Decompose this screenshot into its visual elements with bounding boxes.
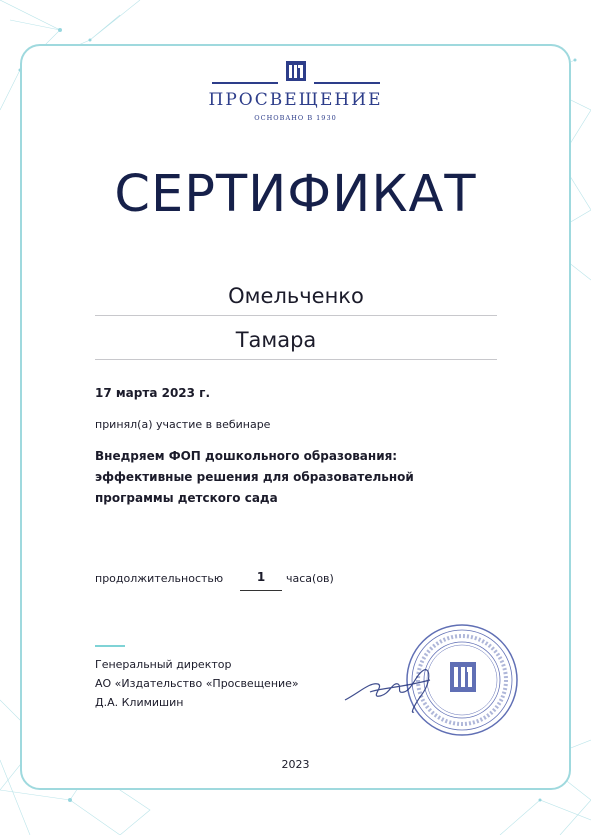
- duration-value: 1: [256, 570, 266, 584]
- logo-name: ПРОСВЕЩЕНИЕ: [208, 90, 383, 110]
- prosveshchenie-logo-icon: [285, 60, 307, 82]
- signatory-name: Д.А. Климишин: [95, 696, 184, 709]
- signatory-organization: АО «Издательство «Просвещение»: [95, 677, 299, 690]
- certificate-title: СЕРТИФИКАТ: [114, 165, 477, 224]
- duration-unit: часа(ов): [286, 572, 334, 585]
- name-underline: [95, 359, 497, 360]
- logo-subtitle: ОСНОВАНО В 1930: [254, 114, 337, 122]
- participation-text: принял(а) участие в вебинаре: [95, 418, 271, 431]
- handwritten-signature: [340, 652, 450, 722]
- signatory-role: Генеральный директор: [95, 658, 232, 671]
- logo-line-left: [212, 82, 278, 84]
- recipient-name: Тамара: [235, 328, 317, 352]
- surname-underline: [95, 315, 497, 316]
- webinar-date: 17 марта 2023 г.: [95, 386, 211, 400]
- certificate-year: 2023: [281, 758, 310, 771]
- logo-line-right: [314, 82, 380, 84]
- duration-label: продолжительностью: [95, 572, 224, 585]
- duration-underline: [240, 590, 282, 591]
- webinar-title: Внедряем ФОП дошкольного образования: эффективные решения для образовательной программы детского сада: [95, 449, 414, 505]
- accent-line: [95, 645, 125, 647]
- recipient-surname: Омельченко: [228, 284, 364, 308]
